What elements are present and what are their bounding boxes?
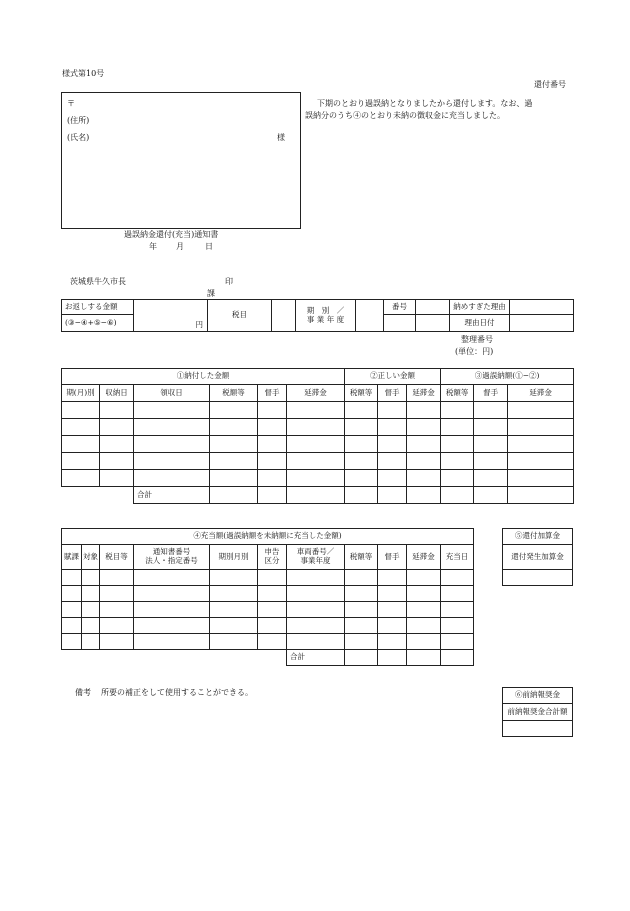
table-row bbox=[62, 402, 574, 419]
col-apply-day: 充当日 bbox=[441, 545, 474, 570]
col-period-month: 期別月別 bbox=[210, 545, 258, 570]
date-day: 日 bbox=[205, 242, 213, 251]
prepayment-reward-value bbox=[503, 721, 573, 737]
col-notice-number-2: 法人・指定番号 bbox=[145, 556, 198, 565]
col-vehicle-1: 車両番号／ bbox=[296, 547, 335, 557]
col-filing-2: 区分 bbox=[264, 556, 280, 565]
paid-amount-table bbox=[61, 368, 574, 504]
col-demand: 督手 bbox=[258, 385, 287, 402]
table-row bbox=[62, 470, 574, 487]
col-notice-number-1: 通知書番号 bbox=[152, 547, 191, 557]
unit-label: (単位：円) bbox=[455, 347, 494, 356]
intro-line-2: 誤納分のうち④のとおり未納の徴収金に充当しました。 bbox=[305, 111, 505, 120]
honorific: 様 bbox=[277, 133, 285, 142]
notice-title: 過誤納金還付(充当)通知書 bbox=[124, 230, 219, 239]
col-period: 期(月)別 bbox=[62, 385, 100, 402]
ref-number-label: 整理番号 bbox=[461, 335, 493, 344]
intro-line-1: 下期のとおり過誤納となりましたから還付します。なお、過 bbox=[317, 99, 533, 108]
table-row bbox=[62, 634, 474, 650]
prepayment-reward-box bbox=[502, 687, 573, 737]
remarks-text: 所要の補正をして使用することができる。 bbox=[101, 688, 253, 697]
col-overpaid-tax: 税額等 bbox=[441, 385, 474, 402]
date-year: 年 bbox=[149, 242, 157, 251]
prepayment-reward-sub: 前納報奨金合計額 bbox=[503, 704, 573, 721]
col-overpaid-late-fee: 延滞金 bbox=[508, 385, 574, 402]
form-number: 様式第10号 bbox=[62, 69, 105, 78]
table-row bbox=[62, 618, 474, 634]
prepayment-reward-header: ⑥前納報奨金 bbox=[503, 688, 573, 704]
col-filing bbox=[258, 545, 287, 570]
refund-number-label: 還付番号 bbox=[534, 80, 566, 89]
number-value-2a bbox=[384, 315, 416, 332]
period-label-2: 事 業 年 度 bbox=[306, 314, 345, 324]
date-month: 月 bbox=[176, 242, 184, 251]
refund-addition-header: ⑤還付加算金 bbox=[503, 529, 573, 545]
overpaid-reason-value bbox=[510, 300, 574, 315]
total-label: 合計 bbox=[134, 487, 210, 504]
tax-item-value bbox=[272, 300, 296, 332]
col-target: 対象 bbox=[82, 545, 100, 570]
reason-date-value bbox=[510, 315, 574, 332]
col-correct-late-fee: 延滞金 bbox=[407, 385, 441, 402]
address-box bbox=[61, 92, 301, 229]
col-receipt-day: 収納日 bbox=[100, 385, 134, 402]
refund-amount-cell bbox=[134, 300, 208, 332]
col-vehicle bbox=[287, 545, 345, 570]
table-row bbox=[62, 586, 474, 602]
col-late-fee: 延滞金 bbox=[287, 385, 345, 402]
col-notice-number bbox=[134, 545, 210, 570]
table-row bbox=[62, 602, 474, 618]
col-applied-demand: 督手 bbox=[378, 545, 407, 570]
address-label: (住所) bbox=[67, 116, 90, 125]
mayor-name: 茨城県牛久市長 bbox=[70, 277, 126, 286]
period-label bbox=[296, 300, 356, 332]
overpaid-amount-header: ③過誤納額(①−②) bbox=[441, 369, 574, 385]
col-overpaid-demand: 督手 bbox=[474, 385, 508, 402]
refund-amount-label-1: お返しする金額 bbox=[62, 300, 134, 315]
overpaid-reason-label: 納めすぎた理由 bbox=[450, 300, 510, 315]
refund-addition-box bbox=[502, 528, 573, 586]
refund-amount-label-2: (③−④+⑤−⑥) bbox=[62, 315, 134, 332]
tax-item-label: 税目 bbox=[208, 300, 272, 332]
table-row bbox=[62, 419, 574, 436]
refund-addition-value bbox=[503, 570, 573, 586]
period-label-1: 期 別 ／ bbox=[306, 305, 345, 315]
correct-amount-header: ②正しい金額 bbox=[345, 369, 441, 385]
applied-amount-header: ④充当額(過誤納額を未納額に充当した金額) bbox=[62, 529, 474, 545]
col-tax-item: 税目等 bbox=[100, 545, 134, 570]
col-levy-section: 賦課 bbox=[62, 545, 82, 570]
section-label: 課 bbox=[207, 289, 215, 298]
number-value-2b bbox=[416, 315, 450, 332]
col-applied-tax: 税額等 bbox=[345, 545, 378, 570]
table-row bbox=[62, 570, 474, 586]
table-row bbox=[62, 436, 574, 453]
name-label: (氏名) bbox=[67, 133, 90, 142]
table-row bbox=[62, 453, 574, 470]
postal-mark: 〒 bbox=[67, 99, 75, 108]
col-applied-late-fee: 延滞金 bbox=[407, 545, 441, 570]
col-correct-tax: 税額等 bbox=[345, 385, 378, 402]
number-label: 番号 bbox=[384, 300, 416, 315]
col-vehicle-2: 事業年度 bbox=[300, 556, 331, 565]
col-filing-1: 申告 bbox=[264, 547, 280, 557]
remarks-label: 備考 bbox=[75, 688, 91, 697]
period-value bbox=[356, 300, 384, 332]
paid-amount-header: ①納付した金額 bbox=[62, 369, 345, 385]
col-correct-demand: 督手 bbox=[378, 385, 407, 402]
col-collection-day: 領収日 bbox=[134, 385, 210, 402]
yen-unit: 円 bbox=[195, 320, 203, 330]
total-row bbox=[62, 487, 574, 504]
seal-mark: 印 bbox=[225, 277, 233, 286]
reason-date-label: 理由日付 bbox=[450, 315, 510, 332]
refund-addition-sub: 還付発生加算金 bbox=[503, 545, 573, 570]
total-label-2: 合計 bbox=[287, 650, 345, 666]
applied-amount-table bbox=[61, 528, 474, 666]
summary-table bbox=[61, 299, 574, 332]
total-row bbox=[62, 650, 474, 666]
col-tax-amount: 税額等 bbox=[210, 385, 258, 402]
number-value bbox=[416, 300, 450, 315]
